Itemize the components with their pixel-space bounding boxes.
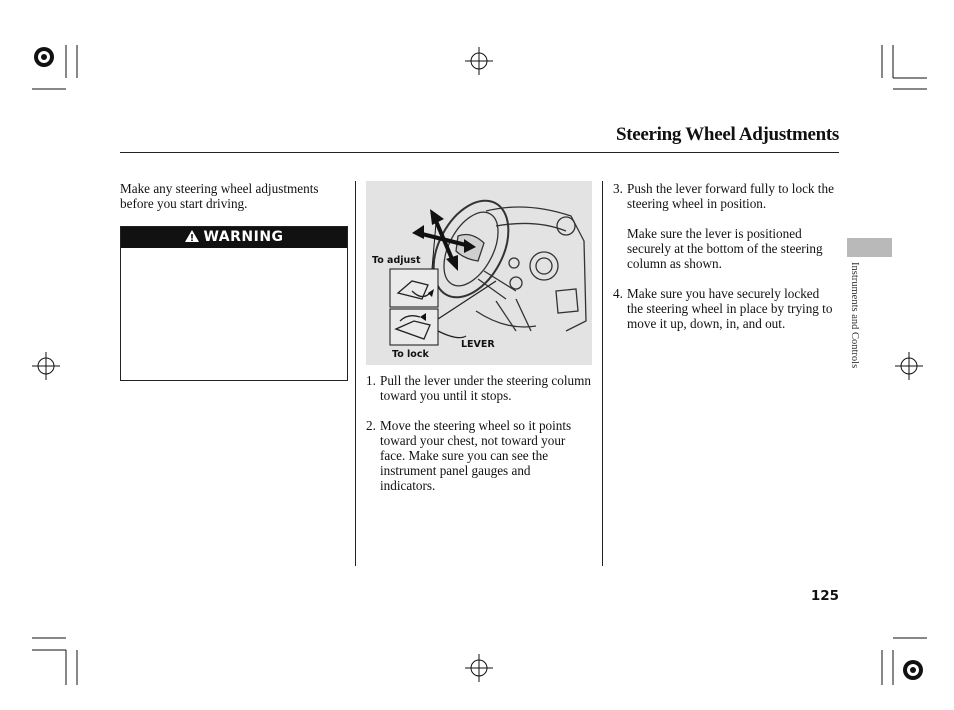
section-tab-label: Instruments and Controls [849, 262, 860, 369]
step-number: 3. [613, 181, 623, 196]
label-to-adjust: To adjust [372, 255, 421, 266]
step-number: 2. [366, 418, 376, 433]
page-title: Steering Wheel Adjustments [615, 124, 839, 145]
step-text: Move the steering wheel so it points toward your chest, not toward your face. Make sure you can see the instrument panel gauges and indicators. [380, 418, 572, 493]
title-rule [120, 152, 839, 153]
step-3 [613, 181, 839, 213]
warning-icon [184, 229, 200, 250]
column-divider-1 [355, 181, 356, 566]
intro-text: Make any steering wheel adjustments before you start driving. [120, 181, 319, 211]
label-to-lock: To lock [392, 349, 429, 360]
warning-box [120, 226, 348, 381]
steering-figure [366, 181, 592, 365]
step-1 [366, 373, 596, 405]
step-number: 1. [366, 373, 376, 388]
step-text: Make sure you have securely locked the steering wheel in place by trying to move it up, down, in, and out. [627, 286, 833, 331]
step-2 [366, 418, 596, 498]
step-text: Pull the lever under the steering column toward you until it stops. [380, 373, 591, 403]
step-text: Make sure the lever is positioned securely at the bottom of the steering column as shown. [627, 226, 823, 271]
step-text: Push the lever forward fully to lock the steering wheel in position. [627, 181, 834, 211]
step-3-note [613, 226, 839, 274]
warning-label: WARNING [203, 229, 284, 245]
page-number: 125 [810, 588, 839, 604]
section-tab [847, 238, 892, 257]
step-4 [613, 286, 839, 350]
column-divider-2 [602, 181, 603, 566]
label-lever: LEVER [461, 339, 495, 350]
warning-header [121, 227, 347, 248]
step-number: 4. [613, 286, 623, 301]
steering-illustration [366, 181, 592, 365]
